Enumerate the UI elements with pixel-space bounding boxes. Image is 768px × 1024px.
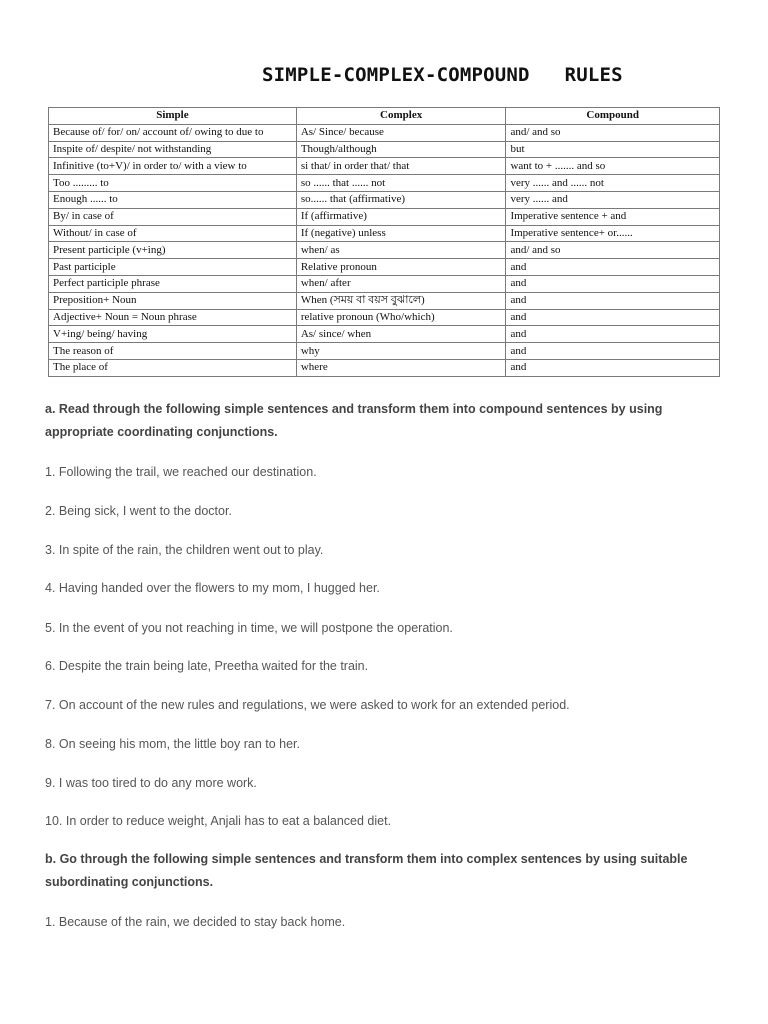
cell-simple: The reason of bbox=[49, 343, 297, 360]
cell-simple: Without/ in case of bbox=[49, 225, 297, 242]
cell-simple: Enough ...... to bbox=[49, 191, 297, 208]
cell-compound: and bbox=[506, 343, 720, 360]
header-compound: Compound bbox=[506, 108, 720, 125]
cell-complex: Relative pronoun bbox=[296, 259, 506, 276]
table-row bbox=[49, 208, 720, 225]
table-header-row bbox=[49, 108, 720, 125]
cell-compound: Imperative sentence+ or...... bbox=[506, 225, 720, 242]
exercise-item: 5. In the event of you not reaching in time, we will postpone the operation. bbox=[45, 621, 453, 635]
table-row bbox=[49, 191, 720, 208]
cell-compound: but bbox=[506, 141, 720, 158]
cell-simple: Because of/ for/ on/ account of/ owing to due to bbox=[49, 124, 297, 141]
table-row bbox=[49, 309, 720, 326]
table-row bbox=[49, 259, 720, 276]
cell-compound: and bbox=[506, 275, 720, 292]
page-title: SIMPLE-COMPLEX-COMPOUND RULES bbox=[262, 64, 623, 86]
cell-compound: very ...... and ...... not bbox=[506, 175, 720, 192]
cell-complex: If (affirmative) bbox=[296, 208, 506, 225]
cell-complex: when/ as bbox=[296, 242, 506, 259]
cell-simple: Infinitive (to+V)/ in order to/ with a view to bbox=[49, 158, 297, 175]
cell-compound: and/ and so bbox=[506, 242, 720, 259]
cell-compound: want to + ....... and so bbox=[506, 158, 720, 175]
table-row bbox=[49, 175, 720, 192]
cell-complex: As/ Since/ because bbox=[296, 124, 506, 141]
section-a-instruction: a. Read through the following simple sentences and transform them into compound sentences by using appropriate coordinating conjunctions. bbox=[45, 402, 663, 439]
cell-complex: relative pronoun (Who/which) bbox=[296, 309, 506, 326]
exercise-item: 3. In spite of the rain, the children went out to play. bbox=[45, 543, 324, 557]
cell-complex: If (negative) unless bbox=[296, 225, 506, 242]
cell-compound: and bbox=[506, 309, 720, 326]
cell-compound: and bbox=[506, 259, 720, 276]
cell-complex: when/ after bbox=[296, 275, 506, 292]
cell-compound: and bbox=[506, 326, 720, 343]
cell-complex: where bbox=[296, 359, 506, 376]
table-row bbox=[49, 326, 720, 343]
header-complex: Complex bbox=[296, 108, 506, 125]
cell-compound: and bbox=[506, 359, 720, 376]
table-row bbox=[49, 359, 720, 376]
table-row bbox=[49, 158, 720, 175]
rules-table bbox=[48, 107, 720, 377]
table-row bbox=[49, 141, 720, 158]
cell-complex: When (সময় বা বয়স বুঝালে) bbox=[296, 292, 506, 309]
exercise-item: 4. Having handed over the flowers to my mom, I hugged her. bbox=[45, 581, 380, 595]
table-row bbox=[49, 275, 720, 292]
cell-complex: As/ since/ when bbox=[296, 326, 506, 343]
cell-simple: The place of bbox=[49, 359, 297, 376]
table-row bbox=[49, 343, 720, 360]
cell-complex: why bbox=[296, 343, 506, 360]
cell-simple: Present participle (v+ing) bbox=[49, 242, 297, 259]
cell-simple: Inspite of/ despite/ not withstanding bbox=[49, 141, 297, 158]
cell-compound: Imperative sentence + and bbox=[506, 208, 720, 225]
exercise-item: 1. Following the trail, we reached our destination. bbox=[45, 465, 317, 479]
cell-compound: very ...... and bbox=[506, 191, 720, 208]
exercise-item: 2. Being sick, I went to the doctor. bbox=[45, 504, 232, 518]
cell-simple: Past participle bbox=[49, 259, 297, 276]
table-row bbox=[49, 292, 720, 309]
cell-complex: Though/although bbox=[296, 141, 506, 158]
exercise-item: 9. I was too tired to do any more work. bbox=[45, 776, 257, 790]
cell-compound: and/ and so bbox=[506, 124, 720, 141]
cell-simple: By/ in case of bbox=[49, 208, 297, 225]
cell-simple: Too ......... to bbox=[49, 175, 297, 192]
section-b-instruction: b. Go through the following simple sentences and transform them into complex sentences by using suitable subordinating conjunctions. bbox=[45, 852, 688, 889]
cell-complex: so...... that (affirmative) bbox=[296, 191, 506, 208]
header-simple: Simple bbox=[49, 108, 297, 125]
cell-complex: so ...... that ...... not bbox=[296, 175, 506, 192]
exercise-item: 8. On seeing his mom, the little boy ran to her. bbox=[45, 737, 300, 751]
cell-complex: si that/ in order that/ that bbox=[296, 158, 506, 175]
cell-simple: Preposition+ Noun bbox=[49, 292, 297, 309]
table-row bbox=[49, 124, 720, 141]
exercise-item: 10. In order to reduce weight, Anjali has to eat a balanced diet. bbox=[45, 814, 392, 828]
cell-simple: Perfect participle phrase bbox=[49, 275, 297, 292]
cell-simple: V+ing/ being/ having bbox=[49, 326, 297, 343]
exercise-item: 1. Because of the rain, we decided to stay back home. bbox=[45, 915, 346, 929]
cell-compound: and bbox=[506, 292, 720, 309]
exercise-item: 6. Despite the train being late, Preetha waited for the train. bbox=[45, 659, 369, 673]
table-row bbox=[49, 225, 720, 242]
table-row bbox=[49, 242, 720, 259]
exercise-item: 7. On account of the new rules and regulations, we were asked to work for an extended period. bbox=[45, 698, 570, 712]
cell-simple: Adjective+ Noun = Noun phrase bbox=[49, 309, 297, 326]
